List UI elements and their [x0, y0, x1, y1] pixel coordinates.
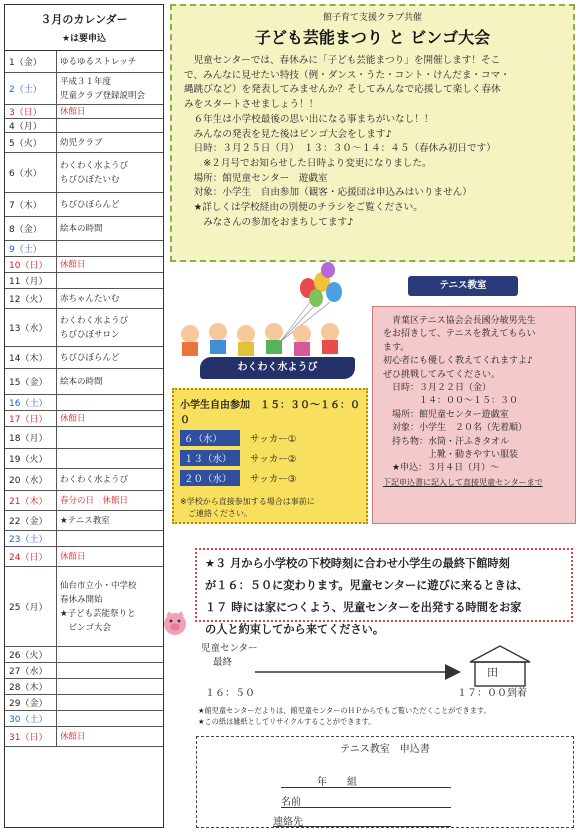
tennis-line: をお招きして、テニスを教えてもらい: [383, 329, 536, 340]
calendar-event: わくわく水ようび: [60, 160, 129, 171]
calendar-day: 22（金）: [5, 511, 57, 530]
calendar-row: [5, 411, 163, 427]
calendar-events: [57, 73, 163, 104]
calendar-day: 21（木）: [5, 491, 57, 510]
form-title: テニス教室 申込書: [340, 744, 430, 755]
calendar-row: [5, 133, 163, 153]
calendar-event: 平成３１年度: [60, 76, 112, 87]
calendar-event: わくわく水ようび: [60, 315, 129, 326]
calendar-events: [57, 193, 163, 216]
waku-sessions: [180, 430, 360, 486]
event-line: で、みんなに見せたい特技（例・ダンス・うた・コント・けんだま・コマ・: [184, 69, 510, 81]
calendar-events: [57, 547, 163, 566]
footnote-2: ★この紙は雑紙としてリサイクルすることができます。: [198, 717, 376, 726]
calendar-day: 30（土）: [5, 711, 57, 726]
calendar-event: 赤ちゃんたいむ: [60, 293, 120, 304]
calendar-events: [57, 289, 163, 308]
calendar-row: [5, 511, 163, 531]
waku-session-date: ２０（水）: [180, 470, 240, 486]
calendar-events: [57, 695, 163, 710]
calendar-row: [5, 241, 163, 257]
form-grade-label: 年 組: [317, 777, 357, 788]
calendar-events: [57, 491, 163, 510]
calendar-row: [5, 695, 163, 711]
calendar-row: [5, 663, 163, 679]
calendar-day: 26（火）: [5, 647, 57, 662]
calendar-events: [57, 369, 163, 394]
calendar-day: 20（水）: [5, 469, 57, 490]
application-form: [196, 736, 574, 828]
waku-note: [180, 496, 360, 520]
calendar-row: [5, 105, 163, 119]
event-box: [170, 4, 575, 262]
calendar-day: 29（金）: [5, 695, 57, 710]
calendar-events: [57, 133, 163, 152]
calendar-row: [5, 217, 163, 241]
calendar-event: 児童クラブ登録説明会: [60, 90, 146, 101]
form-name-label: 名前: [281, 797, 301, 808]
tennis-line: 場所：館児童センター遊戯室: [383, 409, 509, 420]
calendar-day: 31（日）: [5, 727, 57, 746]
waku-session-activity: サッカー②: [250, 454, 297, 465]
calendar-day: 19（火）: [5, 449, 57, 468]
event-body: [172, 48, 573, 230]
route-arrow: [255, 644, 565, 688]
event-line: みなさんの参加をおまちしてます♪: [184, 216, 354, 228]
calendar-events: [57, 241, 163, 256]
calendar-events: [57, 663, 163, 678]
calendar-event: 休館日: [60, 106, 86, 117]
event-title: 子ども芸能まつり と ビンゴ大会: [254, 28, 491, 47]
calendar-event: 休館日: [60, 731, 86, 742]
tennis-line: 日時：３月２２日（金）: [383, 383, 492, 394]
tennis-line: 青葉区テニス協会会長國分敏男先生: [383, 316, 536, 326]
tennis-line: 上靴・動きやすい服装: [383, 450, 519, 461]
calendar-events: [57, 469, 163, 490]
form-contact-label: 連絡先: [273, 817, 303, 828]
calendar-day: 4（月）: [5, 119, 57, 132]
waku-session: [180, 470, 360, 486]
calendar-row: [5, 369, 163, 395]
calendar-events: [57, 119, 163, 132]
calendar-day: 28（木）: [5, 679, 57, 694]
route-arrive-time: １７：００到着: [457, 688, 527, 699]
dismissal-notice: [195, 548, 573, 636]
calendar-day: 11（月）: [5, 273, 57, 288]
event-subtitle: 館子育て支援クラブ共催: [322, 13, 422, 23]
waku-note-line2: ご連絡ください。: [180, 509, 252, 518]
event-line: ※２月号でお知らせした日時より変更になりました。: [184, 157, 432, 169]
waku-session: [180, 430, 360, 446]
pig-mascot-icon: [160, 608, 190, 638]
waku-session: [180, 450, 360, 466]
calendar-row: [5, 273, 163, 289]
calendar-row: [5, 347, 163, 369]
tennis-box: [372, 306, 576, 524]
tennis-line: 対象：小学生 ２０名（先着順）: [383, 423, 528, 434]
calendar-events: [57, 411, 163, 426]
calendar-event: 絵本の時間: [60, 376, 103, 387]
calendar-day: 3（日）: [5, 105, 57, 118]
calendar-event: ちびひぼらんど: [60, 352, 120, 363]
waku-heading: 小学生自由参加 １５：３０～１６：００: [180, 400, 360, 426]
calendar-events: [57, 217, 163, 240]
calendar-events: [57, 727, 163, 746]
calendar-day: 14（木）: [5, 347, 57, 368]
waku-note-line1: ※学校から直接参加する場合は事前に: [180, 497, 315, 506]
calendar-events: [57, 347, 163, 368]
calendar-event: 春分の日 休館日: [60, 495, 129, 506]
form-grade-line[interactable]: [281, 787, 451, 788]
calendar: [4, 4, 164, 828]
calendar-event: ゆるゆるストレッチ: [60, 56, 137, 67]
calendar-day: 8（金）: [5, 217, 57, 240]
notice-line: １７ 時には家につくよう、児童センターを出発する時間をお家: [205, 601, 522, 614]
footnote-1: ★館児童センターだよりは、館児童センターのＨＰからでもご覧いただくことができます。: [198, 706, 491, 715]
calendar-row: [5, 73, 163, 105]
calendar-day: 5（火）: [5, 133, 57, 152]
tennis-line: 持ち物：水筒・汗ふきタオル: [383, 436, 510, 447]
calendar-event: ちびひぼサロン: [60, 329, 120, 340]
calendar-row: [5, 727, 163, 747]
calendar-event: ビンゴ大会: [60, 622, 112, 633]
calendar-event: 春休み開始: [60, 594, 103, 605]
tennis-line: ぜひ挑戦してみてください。: [383, 369, 501, 380]
house-window: 田: [487, 666, 498, 679]
notice-line: ★３ 月から小学校の下校時刻に合わせ小学生の最終下館時刻: [205, 557, 510, 570]
calendar-row: [5, 289, 163, 309]
calendar-events: [57, 427, 163, 448]
notice-line: の人と約束してから来てください。: [205, 623, 385, 636]
tennis-line: ます。: [383, 342, 410, 353]
tennis-note: 下記申込書に記入して直接児童センターまで: [383, 477, 543, 487]
calendar-event: 休館日: [60, 259, 86, 270]
calendar-events: [57, 679, 163, 694]
calendar-events: [57, 531, 163, 546]
calendar-event: ちびひぼらんど: [60, 199, 120, 210]
event-line: 場所：館児童センター 遊戯室: [184, 172, 328, 184]
calendar-subtitle: ★は要申込: [61, 34, 107, 44]
form-name-line[interactable]: [281, 807, 451, 808]
calendar-event: 絵本の時間: [60, 223, 103, 234]
event-line: ６年生は小学校最後の思い出になる事まちがいなし！！: [184, 113, 434, 125]
calendar-header: [5, 5, 163, 51]
calendar-row: [5, 711, 163, 727]
calendar-row: [5, 193, 163, 217]
calendar-row: [5, 547, 163, 567]
calendar-events: [57, 647, 163, 662]
calendar-row: [5, 567, 163, 647]
calendar-row: [5, 51, 163, 73]
event-line: ★詳しくは学校経由の別便のチラシをご覧ください。: [184, 202, 423, 214]
route-from-label: 児童センター: [201, 643, 258, 654]
event-line: 縄跳びなど）を発表してみませんか？そしてみんなで応援して楽しく春休: [184, 84, 501, 96]
calendar-day: 7（木）: [5, 193, 57, 216]
tennis-body: [383, 315, 567, 476]
calendar-row: [5, 647, 163, 663]
calendar-day: 1（金）: [5, 51, 57, 72]
event-line: 児童センターでは、春休みに「子ども芸能まつり」を開催します！そこ: [184, 55, 501, 66]
calendar-row: [5, 119, 163, 133]
calendar-events: [57, 257, 163, 272]
waku-label: わくわく水ようび: [200, 357, 355, 379]
calendar-event: ちびひぼたいむ: [60, 174, 120, 185]
route-diagram: [195, 640, 575, 700]
calendar-event: 休館日: [60, 413, 86, 424]
calendar-events: [57, 395, 163, 410]
footnotes: [198, 705, 491, 727]
calendar-event: ★子ども芸能祭りと: [60, 608, 136, 619]
calendar-events: [57, 309, 163, 346]
calendar-row: [5, 153, 163, 193]
calendar-events: [57, 567, 163, 646]
calendar-row: [5, 257, 163, 273]
calendar-row: [5, 309, 163, 347]
calendar-day: 27（水）: [5, 663, 57, 678]
calendar-event: 休館日: [60, 551, 86, 562]
waku-session-activity: サッカー①: [250, 434, 297, 445]
calendar-day: 9（土）: [5, 241, 57, 256]
calendar-events: [57, 105, 163, 118]
tennis-line: 初心者にも優しく教えてくれますよ♪: [383, 356, 533, 367]
waku-session-date: １３（水）: [180, 450, 240, 466]
calendar-row: [5, 449, 163, 469]
form-contact-line[interactable]: [273, 826, 451, 827]
calendar-event: 仙台市立小・中学校: [60, 580, 137, 591]
tennis-line: ★申込：３月４日（月）～: [383, 463, 500, 474]
calendar-day: 2（土）: [5, 73, 57, 104]
children-balloons-illustration: [170, 262, 370, 362]
tennis-line: １４：００～１５：３０: [383, 396, 519, 407]
calendar-events: [57, 51, 163, 72]
event-line: みんなの発表を見た後はビンゴ大会をします♪: [184, 128, 392, 140]
calendar-row: [5, 427, 163, 449]
calendar-day: 24（日）: [5, 547, 57, 566]
waku-box: [172, 388, 368, 524]
calendar-day: 17（日）: [5, 411, 57, 426]
notice-line: が１６：５０に変わります。児童センターに遊びに来るときは、: [205, 579, 529, 592]
calendar-rows: [5, 51, 163, 747]
calendar-day: 10（日）: [5, 257, 57, 272]
calendar-events: [57, 153, 163, 192]
event-line: 対象：小学生 自由参加（観客・応援団は申込みはいりません）: [184, 187, 472, 199]
calendar-events: [57, 711, 163, 726]
calendar-event: ★テニス教室: [60, 515, 110, 526]
calendar-title: ３月のカレンダー: [40, 13, 128, 26]
calendar-event: 幼児クラブ: [60, 137, 103, 148]
calendar-day: 13（水）: [5, 309, 57, 346]
calendar-day: 23（土）: [5, 531, 57, 546]
calendar-day: 12（火）: [5, 289, 57, 308]
calendar-row: [5, 491, 163, 511]
calendar-row: [5, 679, 163, 695]
calendar-day: 15（金）: [5, 369, 57, 394]
calendar-events: [57, 511, 163, 530]
calendar-row: [5, 395, 163, 411]
event-line: みをスタートさせましょう！！: [184, 99, 319, 111]
calendar-row: [5, 469, 163, 491]
waku-session-date: ６（水）: [180, 430, 240, 446]
calendar-day: 18（月）: [5, 427, 57, 448]
calendar-events: [57, 449, 163, 468]
calendar-day: 25（月）: [5, 567, 57, 646]
calendar-day: 6（水）: [5, 153, 57, 192]
calendar-row: [5, 531, 163, 547]
event-line: 日時：３月２５日（月） １３：３０～１４：４５（春休み初日です）: [184, 143, 496, 155]
tennis-label: テニス教室: [408, 276, 518, 296]
waku-session-activity: サッカー③: [250, 474, 297, 485]
route-final-label: 最終: [213, 657, 233, 668]
calendar-event: わくわく水ようび: [60, 474, 129, 485]
calendar-events: [57, 273, 163, 288]
calendar-day: 16（土）: [5, 395, 57, 410]
route-depart-time: １６：５０: [205, 688, 255, 699]
